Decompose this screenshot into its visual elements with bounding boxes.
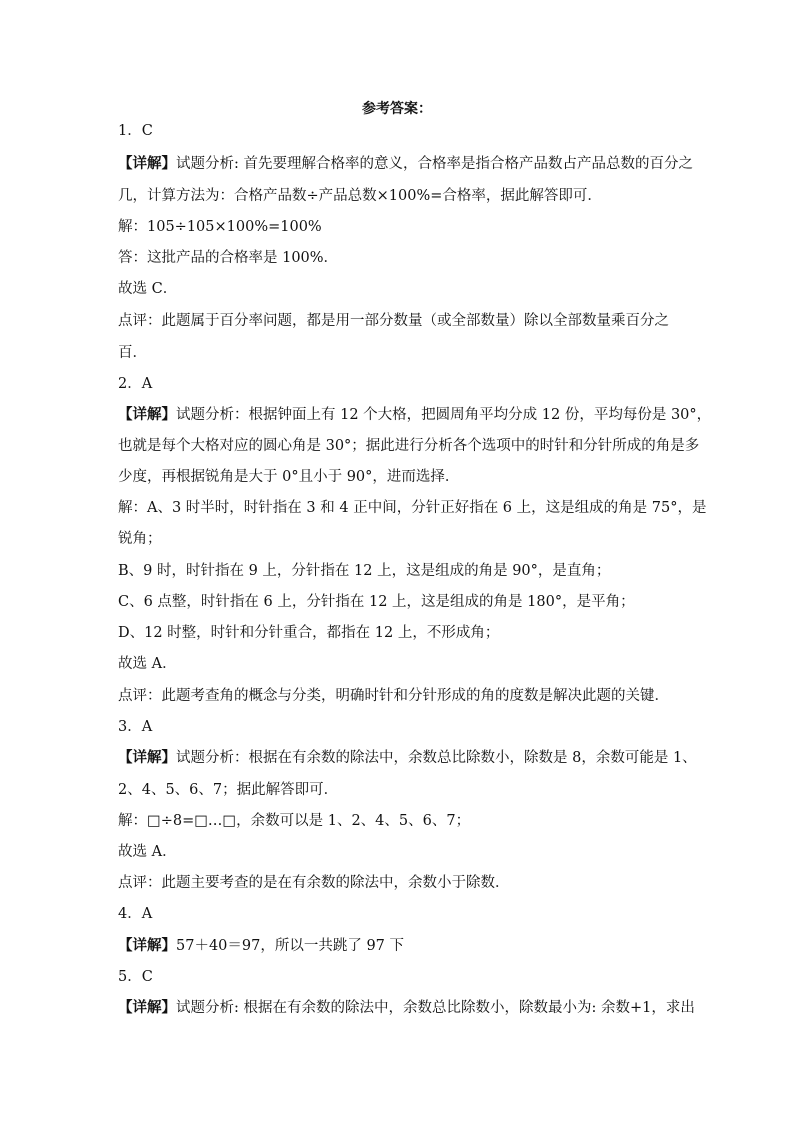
answer-number: 3．A xyxy=(118,719,153,735)
text-line: 【详解】试题分析: 首先要理解合格率的意义，合格率是指合格产品数占产品总数的百分之 xyxy=(118,155,693,172)
text-line: 【详解】试题分析: 根据在有余数的除法中，余数总比除数小，除数最小为: 余数+1，求出 xyxy=(118,999,695,1016)
detail-tag: 【详解】 xyxy=(118,749,176,766)
text-line: 故选 A． xyxy=(118,844,177,860)
page-title: 参考答案： xyxy=(362,101,432,117)
text-line: 【详解】试题分析：根据在有余数的除法中，余数总比除数小，除数是 8，余数可能是 1、 xyxy=(118,749,697,766)
text-line: 少度，再根据锐角是大于 0°且小于 90°，进而选择． xyxy=(118,469,460,485)
text-line: 点评：此题考查角的概念与分类，明确时针和分针形成的角的度数是解决此题的关键． xyxy=(118,688,669,704)
detail-tag: 【详解】 xyxy=(118,406,176,423)
text-line: 2、4、5、6、7；据此解答即可． xyxy=(118,782,339,798)
answer-number: 5．C xyxy=(118,969,153,985)
text-line: B、9 时，时针指在 9 上，分针指在 12 上，这是组成的角是 90°，是直角； xyxy=(118,563,611,579)
answer-number: 1．C xyxy=(118,123,153,139)
detail-tag: 【详解】 xyxy=(118,937,176,954)
text-line: 【详解】试题分析：根据钟面上有 12 个大格，把圆周角平均分成 12 份，平均每份是 30°， xyxy=(118,406,712,423)
text-line: 答：这批产品的合格率是 100%． xyxy=(118,250,339,266)
text-line: 点评：此题属于百分率问题，都是用一部分数量（或全部数量）除以全部数量乘百分之 xyxy=(118,313,669,329)
text-line: 故选 C． xyxy=(118,281,178,297)
text-line: D、12 时整，时针和分针重合，都指在 12 上，不形成角； xyxy=(118,625,500,641)
answer-number: 4．A xyxy=(118,906,153,922)
text-line: 故选 A． xyxy=(118,656,177,672)
text-line: 点评：此题主要考查的是在有余数的除法中，余数小于除数． xyxy=(118,875,510,891)
text-line: 解：105÷105×100%=100% xyxy=(118,219,322,235)
text-line: 解：□÷8=□…□，余数可以是 1、2、4、5、6、7； xyxy=(118,813,471,829)
text-line: 锐角； xyxy=(118,531,162,547)
detail-tag: 【详解】 xyxy=(118,999,176,1016)
text-line: 也就是每个大格对应的圆心角是 30°；据此进行分析各个选项中的时针和分针所成的角是多 xyxy=(118,438,700,454)
text-line: 解：A、3 时半时，时针指在 3 和 4 正中间，分针正好指在 6 上，这是组成的角是 75°，是 xyxy=(118,500,707,516)
text-line: 几，计算方法为：合格产品数÷产品总数×100%=合格率，据此解答即可． xyxy=(118,188,602,204)
detail-tag: 【详解】 xyxy=(118,155,176,172)
text-line: C、6 点整，时针指在 6 上，分针指在 12 上，这是组成的角是 180°，是平角； xyxy=(118,594,635,610)
answer-number: 2．A xyxy=(118,376,153,392)
text-line: 百． xyxy=(118,345,147,361)
text-line: 【详解】57＋40＝97，所以一共跳了 97 下 xyxy=(118,937,405,954)
